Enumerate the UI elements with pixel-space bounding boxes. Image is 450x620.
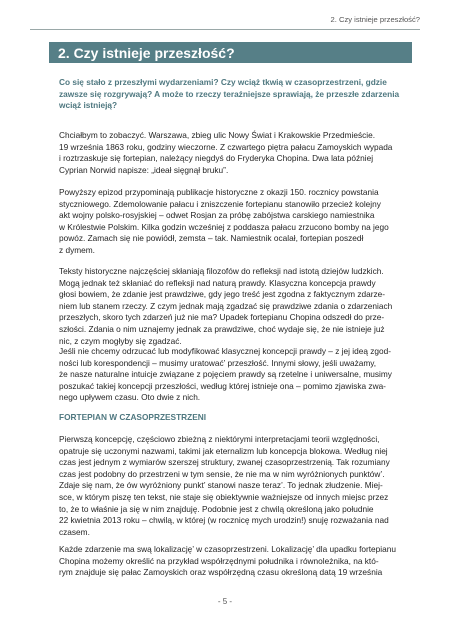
paragraph-truth — [59, 266, 401, 347]
paragraph-line: rym znajduje się pałac Zamoyskich oraz współrzędną czasu określoną datą 19 września — [59, 567, 383, 578]
paragraph-line: głosi bowiem, że zdanie jest prawdziwe, gdy jego treść jest zgodna z faktycznym zdarze- — [59, 289, 386, 300]
paragraph-classic-concept — [59, 346, 401, 404]
paragraph-line: przeszłych, skoro tych zdarzeń już nie ma? Upadek fortepianu Chopina odszedł do prze- — [59, 312, 385, 323]
lead-line: wciąż istnieją? — [59, 100, 118, 111]
header-rule — [30, 29, 420, 30]
paragraph-line: akt wojny polsko-rosyjskiej – odwet Rosjan za próbę zabójstwa carskiego namiestnika — [59, 210, 375, 221]
paragraph-line: Każde zdarzenie ma swą lokalizację’ w czasoprzestrzeni. Lokalizację’ dla upadku fortepianu — [59, 544, 396, 554]
paragraph-line: 19 września 1863 roku, godziny wieczorne. Z czwartego piętra pałacu Zamoyskich wypada — [59, 141, 393, 152]
paragraph-line: Teksty historyczne najczęściej skłaniają filozofów do refleksji nad istotą dziejów ludzkich. — [59, 266, 384, 276]
chapter-title: 2. Czy istnieje przeszłość? — [58, 45, 235, 61]
paragraph-history — [59, 187, 401, 257]
paragraph-line: niem lub stanem rzeczy. Z czym jednak mają zgadzać się prawdziwe zdania o zdarzeniach — [59, 300, 393, 311]
paragraph-line: Chopina możemy określić na przykład współrzędnymi południka i równoleżnika, na któ- — [59, 555, 379, 566]
paragraph-line: czas jest podobny do przestrzeni w tym sensie, że nie ma w nim wyróżnionych punktów’. — [59, 468, 385, 479]
paragraph-line: czasem. — [59, 526, 90, 537]
lead-questions — [59, 77, 401, 112]
paragraph-line: 22 kwietnia 2013 roku – chwilą, w której (w rocznicę mych urodzin!) snuję rozważania nad — [59, 515, 389, 526]
paragraph-line: czas jest jednym z wymiarów szerszej struktury, zwanej czasoprzestrzenią. Tak rozumiany — [59, 457, 390, 468]
paragraph-line: i roztrzaskuje się fortepian, należący niegdyś do Fryderyka Chopina. Dwa lata później — [59, 153, 374, 164]
paragraph-line: nic, z czym mogłyby się zgadzać. — [59, 335, 182, 346]
paragraph-line: w Królestwie Polskim. Kilka godzin wcześniej z poddasza pałacu zrzucono bomby na jego — [59, 221, 389, 232]
paragraph-line: powóz. Zamach się nie powiódł, zemsta – tak. Namiestnik ocalał, fortepian poszedł — [59, 233, 364, 244]
lead-line: Co się stało z przeszłymi wydarzeniami? Czy wciąż tkwią w czasoprzestrzeni, gdzie — [59, 77, 387, 87]
paragraph-line: styczniowego. Zdemolowanie pałacu i zniszczenie fortepianu stanowiło przecież kolejny — [59, 198, 381, 209]
page-number: - 5 - — [217, 597, 233, 606]
paragraph-line: Mogą jednak też skłaniać do refleksji nad naturą prawdy. Klasyczna koncepcja prawdy — [59, 277, 376, 288]
paragraph-line: Pierwszą koncepcję, częściowo zbieżną z niektórymi interpretacjami teorii względności, — [59, 434, 380, 444]
paragraph-line: że nasze naturalne intuicje związane z pojęciem prawdy są rzetelne i uniwersalne, musimy — [59, 369, 392, 380]
running-header: 2. Czy istnieje przeszłość? — [330, 15, 420, 24]
section-heading: FORTEPIAN W CZASOPRZESTRZENI — [59, 412, 207, 422]
paragraph-line: Chciałbym to zobaczyć. Warszawa, zbieg ulic Nowy Świat i Krakowskie Przedmieście. — [59, 130, 375, 140]
paragraph-line: nego upływem czasu. Oto dwie z nich. — [59, 392, 201, 403]
paragraph-localization — [59, 544, 401, 579]
paragraph-line: szłości. Zdania o nim uznajemy jednak za prawdziwe, choć wydaje się, że nie istnieje już — [59, 323, 385, 334]
paragraph-line: Jeśli nie chcemy odrzucać lub modyfikować klasycznej koncepcji prawdy – z jej ideą zgod- — [59, 346, 392, 356]
paragraph-line: Powyższy epizod przypominają publikacje historyczne z okazji 150. rocznicy powstania — [59, 187, 379, 197]
paragraph-line: Zdaje się nam, że ów wyróżniony punkt’ stanowi nasze teraz’. To jednak złudzenie. Miej- — [59, 480, 383, 491]
paragraph-line: ności lub korespondencji – musimy uratować’ przeszłość. Innymi słowy, jeśli uważamy, — [59, 357, 377, 368]
paragraph-eternalism — [59, 434, 401, 538]
lead-line: zawsze się rozgrywają? A może to rzeczy teraźniejsze sprawiają, że przeszłe zdarzenia — [59, 88, 400, 99]
paragraph-line: Cyprian Norwid napisze: „ideał sięgnął bruku”. — [59, 164, 229, 175]
paragraph-warsaw — [59, 130, 401, 176]
paragraph-line: to, że to właśnie ja się w nim znajduję. Podobnie jest z chwilą określoną jako południe — [59, 503, 374, 514]
paragraph-line: poszukać takiej koncepcji przeszłości, według której istnieje ona – pomimo zjawiska zwa- — [59, 380, 386, 391]
paragraph-line: sce, w którym piszę ten tekst, nie staje się obiektywnie ważniejsze od innych miejsc przez — [59, 491, 389, 502]
paragraph-line: z dymem. — [59, 244, 95, 255]
paragraph-line: opatruje się uczonymi nazwami, takimi jak eternalizm lub koncepcja blokowa. Według niej — [59, 445, 388, 456]
